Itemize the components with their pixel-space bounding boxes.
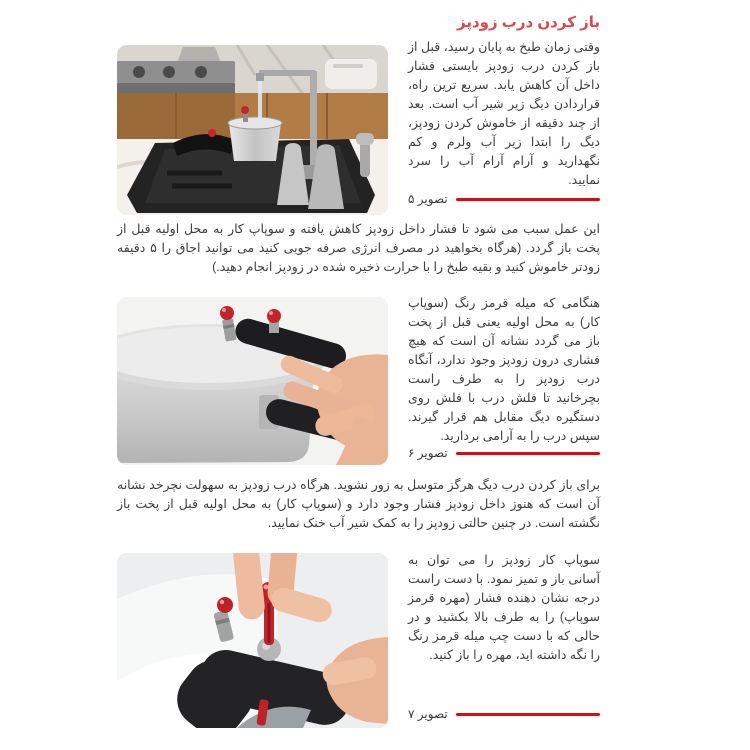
figure-7-photo — [117, 553, 388, 728]
pin-shadow-line — [268, 603, 271, 643]
paragraph-cooling-instructions: وقتی زمان طبخ به پایان رسید، قبل از باز کردن درب زودپز بایستی فشار داخل آن کاهش یابد. سریع ترین راه، قراردادن دیگ زیر شیر آب است. بعد از چند دقیقه از خاموش کردن زودپز، دیگ را ابتدا زیر آب ولرم و کم نگهدارید و آرام آرام آب را سرد نمایید. — [408, 40, 600, 187]
red-valve-knob — [241, 106, 249, 114]
kettle — [177, 47, 221, 63]
paragraph-never-force-lid: برای باز کردن درب دیگ هرگز متوسل به زور نشوید. هرگاه درب زودپز به سهولت نچرخد نشانه آن است که هنوز داخل زودپز فشار وجود دارد و (سوپاپ کار) به محل اولیه قبل از پخت باز نگشته است. در چنین حالتی زودپز را به کمک شیر آب خنک نمایید. — [117, 478, 600, 530]
figure-7-caption-rule — [456, 713, 600, 716]
figure-6-photo — [117, 297, 388, 465]
figure-5-caption-rule — [456, 198, 600, 201]
red-valve-cap — [217, 597, 233, 613]
stove-front — [117, 83, 235, 93]
figure-5-caption — [408, 191, 600, 207]
kitchen-sink-illustration — [117, 45, 388, 215]
knob-highlight — [269, 311, 273, 315]
ball-highlight — [264, 585, 269, 590]
pot-rim — [228, 117, 282, 129]
burner — [163, 66, 175, 78]
valve-highlight — [222, 308, 226, 312]
red-indicator-knob — [267, 309, 281, 323]
valve-highlight — [220, 600, 224, 604]
paragraph-clean-valve: سوپاپ کار زودپز را می توان به آسانی باز و تمیز نمود. با دست راست درجه نشان دهنده فشار (مهره قرمز سوپاپ) را به طرف بالا بکشید و در حالی که با دست چپ میله قرمز رنگ را نگه داشته اید، مهره را باز کنید. — [408, 553, 600, 662]
page-title: باز کردن درب زودپز — [457, 14, 600, 31]
toaster-slot — [333, 64, 363, 68]
figure-6-caption-rule — [456, 452, 600, 455]
figure-5-caption-label: تصویر ۵ — [408, 192, 448, 206]
figure-6-caption — [408, 445, 600, 461]
faucet-column — [310, 71, 317, 167]
figure-5-photo — [117, 45, 388, 215]
figure-7-caption — [408, 706, 600, 722]
paragraph-open-lid-steps: هنگامی که میله قرمز رنگ (سوپاپ کار) به محل اولیه یعنی قبل از پخت باز می گردد نشانه آن است که هیچ فشاری درون زودپز وجود ندارد، آنگاه درب زودپز را به طرف راست بچرخانید تا فلش درب با فلش روی دستگیره دیگ مقابل هم قرار گیرند. سپس درب را به آرامی بردارید. — [408, 296, 600, 443]
cooker-lid-handle-illustration — [117, 297, 388, 465]
burner — [195, 66, 207, 78]
sprayer-head — [356, 133, 374, 145]
paragraph-pressure-release-note: این عمل سبب می شود تا فشار داخل زودپز کاهش یافته و سوپاپ کار به محل اولیه قبل از پخت باز گردد. (هرگاه بخواهید در مصرف انرژی صرفه جویی کنید می توانید اجاق را ۵ دقیقه زودتر خاموش کنید و بقیه طبخ را با حرارت ذخیره شده در زودپز انجام دهید.) — [117, 222, 600, 274]
water-stream — [258, 81, 262, 121]
faucet-spout — [256, 73, 264, 81]
red-valve-knob — [208, 129, 216, 137]
red-valve-cap — [220, 306, 234, 320]
side-sprayer — [360, 141, 370, 177]
valve-removal-illustration — [117, 553, 388, 728]
burner — [133, 66, 145, 78]
toaster — [325, 59, 377, 89]
figure-6-caption-label: تصویر ۶ — [408, 446, 448, 460]
valve-stem — [243, 113, 248, 122]
figure-7-caption-label: تصویر ۷ — [408, 707, 448, 721]
